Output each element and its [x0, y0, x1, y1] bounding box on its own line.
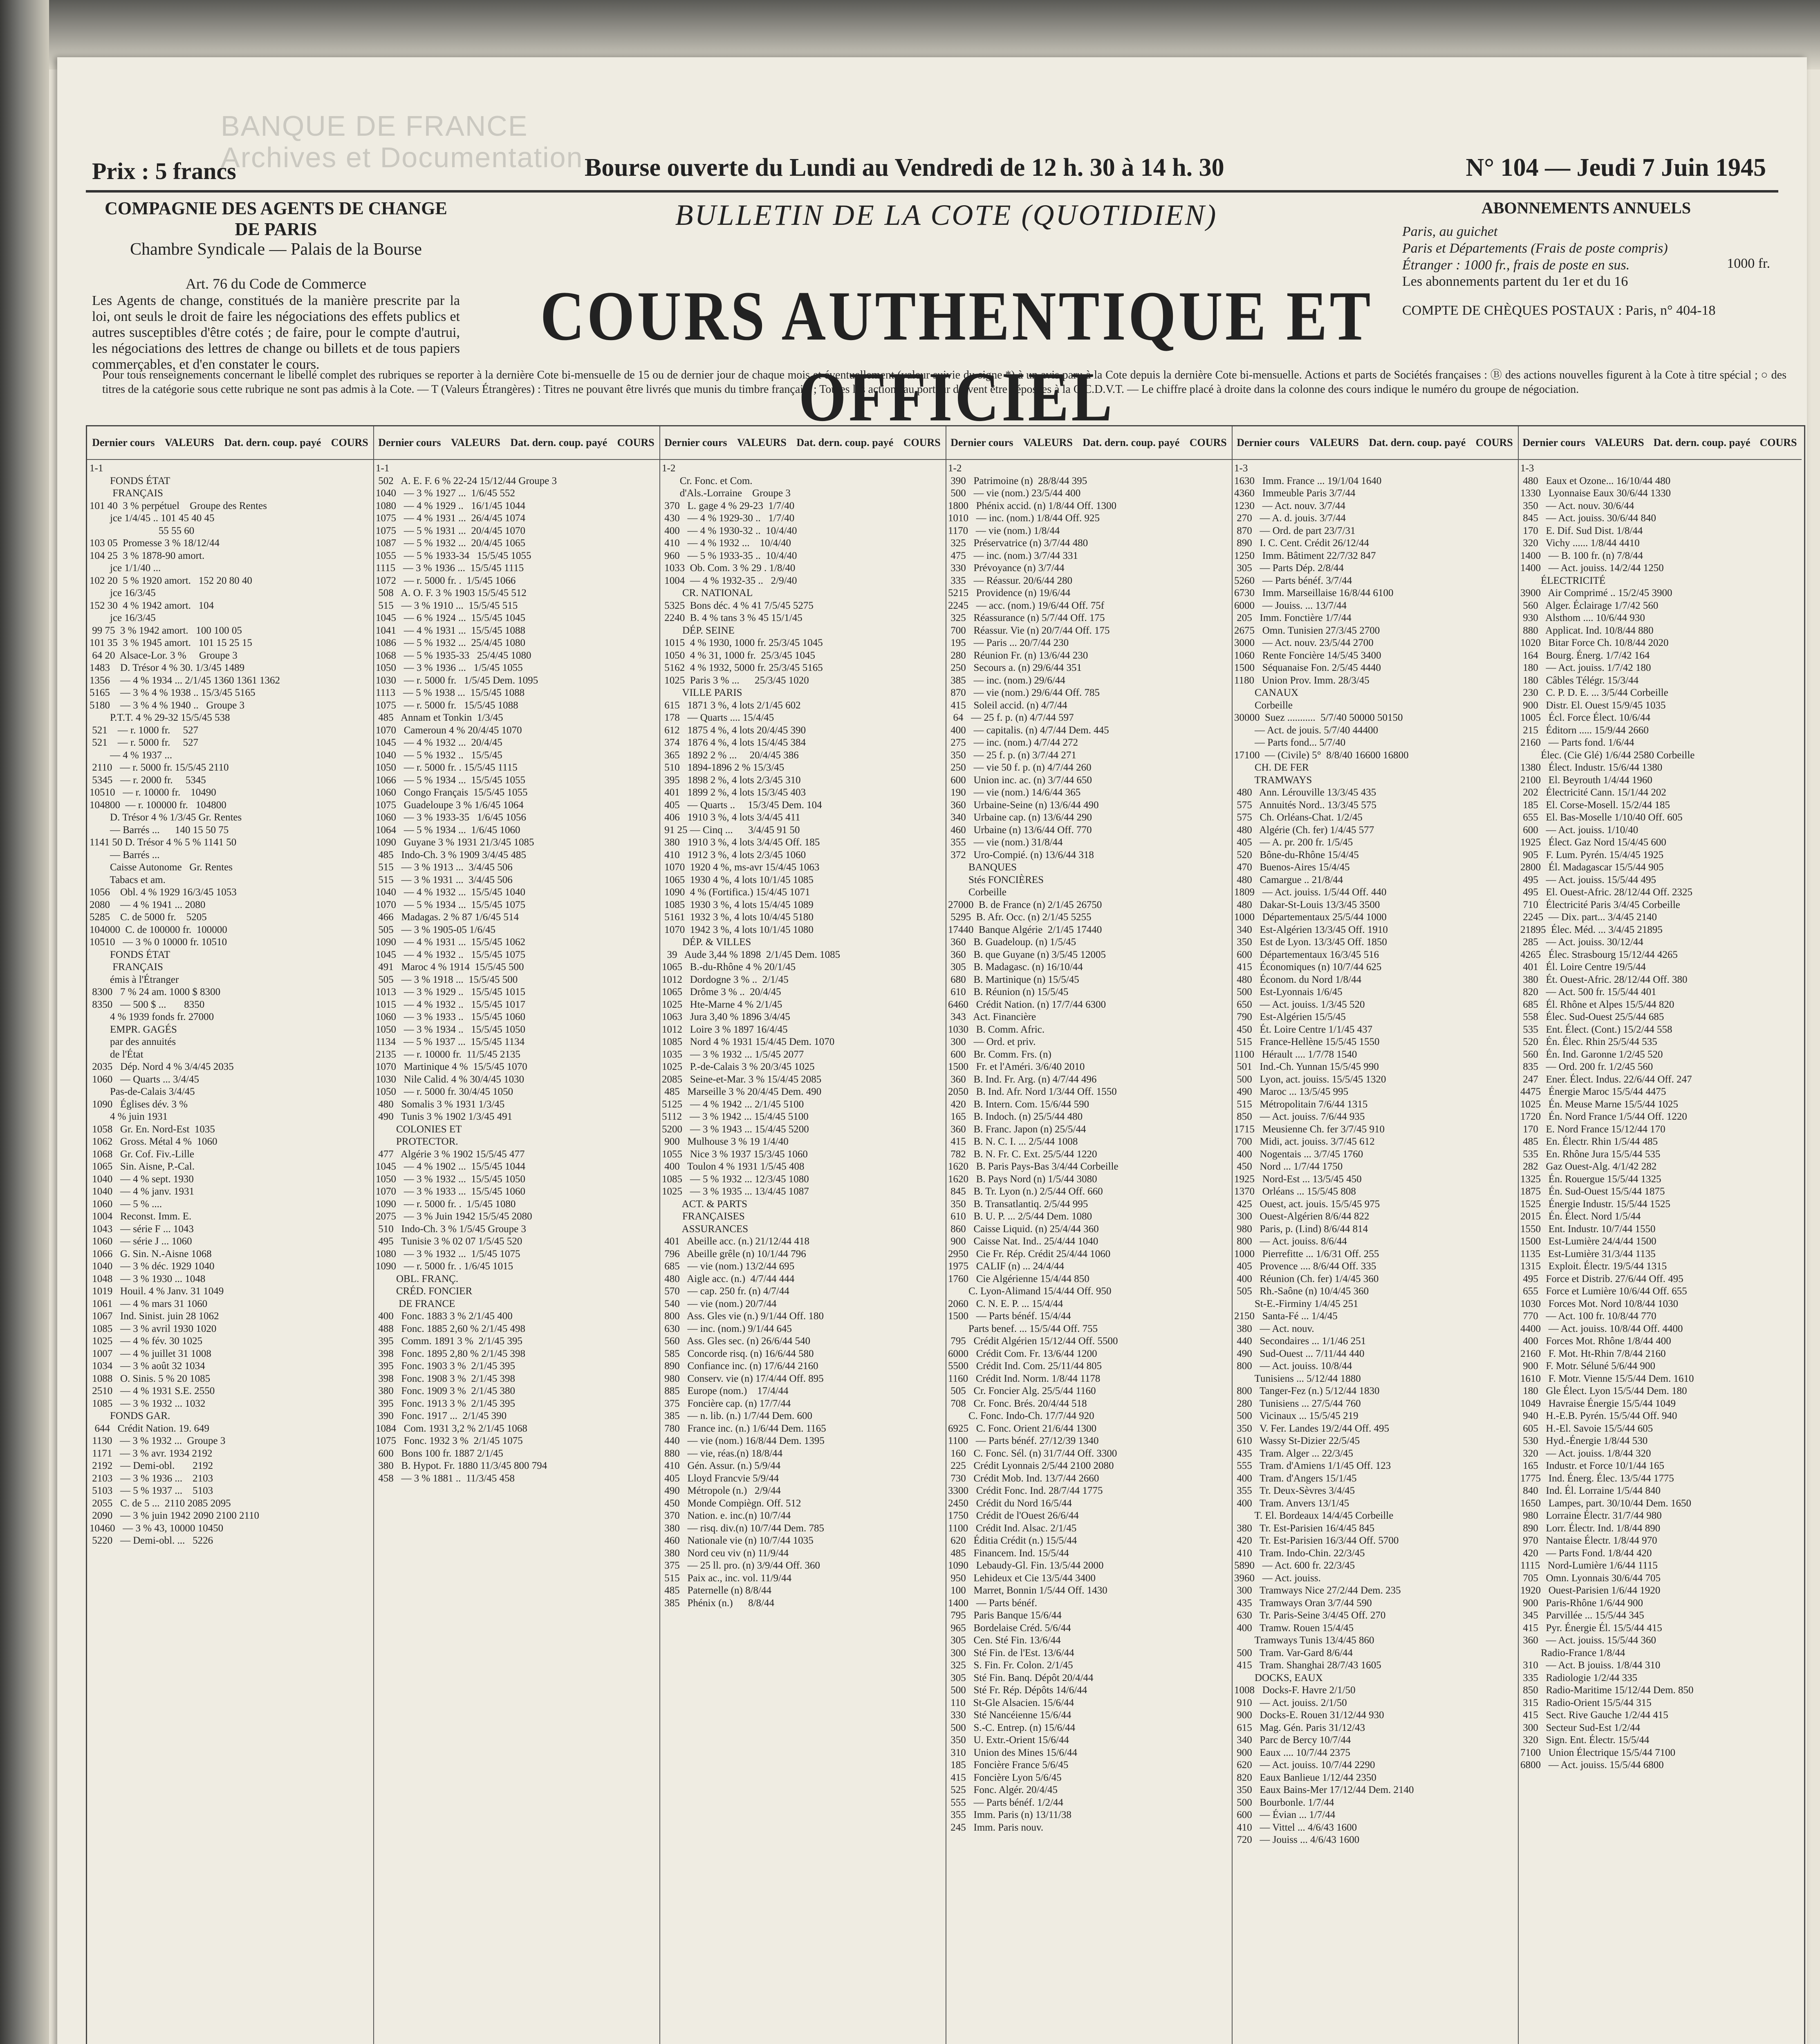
header-securities: VALEURS — [1309, 437, 1359, 448]
compagnie-block — [92, 198, 460, 372]
stamp-line-1: BANQUE DE FRANCE — [221, 110, 528, 142]
header-securities: VALEURS — [164, 437, 214, 448]
trading-hours: Bourse ouverte du Lundi au Vendredi de 12 h. 30 à 14 h. 30 — [585, 154, 1224, 182]
reading-notice: Pour tous renseignements concernant le libellé complet des rubriques se reporter à la dernière Cote bi-mensuelle de 15 ou de dernier jour de chaque mois et éventuellement (valeur suivie du signe *) à un avis paru à la Cote depuis la dernière Cote bi-mensuelle. Actions et parts de Sociétés françaises : Ⓑ des actions nouvelles figurent à la Cote à titre spécial ; ○ des titres de la catégorie sous cette rubrique ne sont pas admis à la Cote. — T (Valeurs Étrangères) : Titres ne pouvant être livrés que munis du timbre français. ; Toutes les actions au porteur doivent être déposées à la C.C.D.V.T. — Le chiffre placé à droite dans la colonne des cours indique le numéro du groupe de négociation. — [102, 369, 1786, 396]
quotes-column-4 — [946, 426, 1233, 2044]
column-header — [373, 426, 659, 460]
header-prices: COURS — [331, 437, 368, 448]
price-label: Prix : 5 francs — [92, 158, 236, 184]
newspaper-page — [57, 57, 1807, 2044]
issue-number-date: N° 104 — Jeudi 7 Juin 1945 — [1466, 154, 1766, 182]
header-coupon-date: Dat. dern. coup. payé — [796, 437, 894, 448]
header-prices: COURS — [1475, 437, 1513, 448]
header-prices: COURS — [617, 437, 654, 448]
header-prices: COURS — [903, 437, 941, 448]
subscription-line-1: Paris, au guichet — [1402, 224, 1498, 239]
compagnie-name: COMPAGNIE DES AGENTS DE CHANGE DE PARIS — [105, 198, 447, 239]
header-last-price: Dernier cours — [378, 437, 441, 448]
header-coupon-date: Dat. dern. coup. payé — [1083, 437, 1180, 448]
header-prices: COURS — [1189, 437, 1227, 448]
header-last-price: Dernier cours — [1237, 437, 1300, 448]
code-article-text: Les Agents de change, constitués de la manière prescrite par la loi, ont seuls le droit de faire les négociations des effets publics et autres susceptibles d'être cotés ; de faire, pour le compte d'autrui, les négociations des lettres de change ou billets et de tous papiers commerçables, et d'en constater le cours. — [92, 293, 460, 372]
column-entries: 1-2 Cr. Fonc. et Com. d'Als.-Lorraine Groupe 3 370 L. gage 4 % 29-23 1/7/40 430 — 4 % 1929-30 .. 1/7/40 400 — 4 % 1930-32 .. 10/4/40 410 — 4 % 1932 ... 10/4/40 960 — 5 % 1933-35 .. 10/4/40 1033 Ob. Com. 3 % 29 . 1/8/40 1004 — 4 % 1932-35 .. 2/9/40 CR. NATIONAL 5325 Bons déc. 4 % 41 7/5/45 5275 2240 B. 4 % tans 3 % 45 15/1/45 DÉP. SEINE 1015 4 % 1930, 1000 fr. 25/3/45 1045 1050 4 % 31, 1000 fr. 25/3/45 1045 5162 4 % 1932, 5000 fr. 25/3/45 5165 1025 Paris 3 % ... 25/3/45 1020 VILLE PARIS 615 1871 3 %, 4 lots 2/1/45 602 178 — Quarts .... 15/4/45 612 1875 4 %, 4 lots 20/4/45 390 374 1876 4 %, 4 lots 15/4/45 384 365 1892 2 % ... 20/4/45 386 510 1894-1896 2 % 15/3/45 395 1898 2 %, 4 lots 2/3/45 310 401 1899 2 %, 4 lots 15/3/45 403 405 — Quarts .. 15/3/45 Dem. 104 406 1910 3 %, 4 lots 3/4/45 411 91 25 — Cinq ... 3/4/45 91 50 380 1910 3 %, 4 lots 3/4/45 Off. 185 410 1912 3 %, 4 lots 2/3/45 1060 1070 1920 4 %, ms-avr 15/4/45 1063 1065 1930 4 %, 4 lots 10/1/45 1085 1090 4 % (Fortifica.) 15/4/45 1071 1085 1930 3 %, 4 lots 15/4/45 1089 5161 1932 3 %, 4 lots 10/4/45 5180 1070 1942 3 %, 4 lots 10/1/45 1080 DÉP. & VILLES 39 Aude 3,44 % 1898 2/1/45 Dem. 1085 1065 B.-du-Rhône 4 % 20/1/45 1012 Dordogne 3 % .. 2/1/45 1065 Drôme 3 % .. 20/4/45 1025 Hte-Marne 4 % 2/1/45 1063 Jura 3,40 % 1896 3/4/45 1012 Loire 3 % 1897 16/4/45 1085 Nord 4 % 1931 15/4/45 Dem. 1070 1035 — 3 % 1932 ... 1/5/45 2077 1025 P.-de-Calais 3 % 20/3/45 1025 2085 Seine-et-Mar. 3 % 15/4/45 2085 485 Marseille 3 % 20/4/45 Dem. 490 5125 — 4 % 1942 ... 2/1/45 5100 5112 — 3 % 1942 ... 15/4/45 5100 5200 — 3 % 1943 ... 15/4/45 5200 900 Mulhouse 3 % 19 1/4/40 1055 Nice 3 % 1937 15/3/45 1060 400 Toulon 4 % 1931 1/5/45 408 1085 — 5 % 1932 ... 12/3/45 1080 1025 — 3 % 1935 ... 13/4/45 1087 ACT. & PARTS FRANÇAISES ASSURANCES 401 Abeille acc. (n.) 21/12/44 418 796 Abeille grêle (n) 10/1/44 796 685 — vie (nom.) 13/2/44 695 480 Aigle acc. (n.) 4/7/44 444 570 — cap. 250 fr. (n) 4/7/44 540 — vie (nom.) 20/7/44 800 Ass. Gles vie (n.) 9/1/44 Off. 180 630 — inc. (nom.) 9/1/44 645 560 Ass. Gles sec. (n) 26/6/44 540 585 Concorde risq. (n) 16/6/44 580 890 Confiance inc. (n) 17/6/44 2160 980 Conserv. vie (n) 17/4/44 Off. 895 885 Europe (nom.) 17/4/44 375 Foncière cap. (n) 17/7/44 385 — n. lib. (n.) 1/7/44 Dem. 600 780 France inc. (n.) 1/6/44 Dem. 1165 440 — vie (nom.) 16/8/44 Dem. 1395 880 — vie, réas.(n) 18/8/44 410 Gén. Assur. (n.) 5/9/44 405 Lloyd Francvie 5/9/44 490 Métropole (n.) 2/9/44 450 Monde Compiègn. Off. 512 370 Nation. e. inc.(n) 10/7/44 380 — risq. div.(n) 10/7/44 Dem. 785 460 Nationale vie (n) 10/7/44 1035 380 Nord ceu viv (n) 11/9/44 375 — 25 ll. pro. (n) 3/9/44 Off. 360 515 Paix ac., inc. vol. 11/9/44 485 Paternelle (n) 8/8/44 385 Phénix (n.) 8/8/44 — [662, 463, 841, 1609]
header-last-price: Dernier cours — [950, 437, 1013, 448]
column-entries: 1-1 502 A. E. F. 6 % 22-24 15/12/44 Groupe 3 1040 — 3 % 1927 ... 1/6/45 552 1080 — 4 % 1929 .. 16/1/45 1044 1075 — 4 % 1931 ... 26/4/45 1074 1075 — 5 % 1931 ... 20/4/45 1070 1087 — 5 % 1932 ... 20/4/45 1065 1055 — 5 % 1933-34 15/5/45 1055 1115 — 3 % 1936 ... 15/5/45 1115 1072 — r. 5000 fr. . 1/5/45 1066 508 A. O. F. 3 % 1903 15/5/45 512 515 — 3 % 1910 ... 15/5/45 515 1045 — 6 % 1924 ... 15/5/45 1045 1041 — 4 % 1931 ... 15/5/45 1088 1086 — 5 % 1932 ... 25/4/45 1080 1068 — 5 % 1935-33 25/4/45 1080 1050 — 3 % 1936 ... 1/5/45 1055 1030 — r. 5000 fr. 1/5/45 Dem. 1095 1113 — 5 % 1938 ... 15/5/45 1088 1075 — r. 5000 fr. 15/5/45 1088 485 Annam et Tonkin 1/3/45 1070 Cameroun 4 % 20/4/45 1070 1045 — 4 % 1932 ... 20/4/45 1040 — 5 % 1932 .. 15/5/45 1050 — r. 5000 fr. . 15/5/45 1115 1066 — 5 % 1934 ... 15/5/45 1055 1060 Congo Français 15/5/45 1055 1075 Guadeloupe 3 % 1/6/45 1064 1060 — 3 % 1933-35 1/6/45 1056 1064 — 5 % 1934 ... 1/6/45 1060 1090 Guyane 3 % 1931 21/3/45 1085 485 Indo-Ch. 3 % 1909 3/4/45 485 515 — 3 % 1913 ... 3/4/45 506 515 — 3 % 1931 ... 3/4/45 506 1040 — 4 % 1932 ... 15/5/45 1040 1070 — 5 % 1934 ... 15/5/45 1075 466 Madagas. 2 % 87 1/6/45 514 505 — 3 % 1905-05 1/6/45 1090 — 4 % 1931 ... 15/5/45 1062 1045 — 4 % 1932 .. 15/5/45 1075 491 Maroc 4 % 1914 15/5/45 500 505 — 3 % 1918 ... 15/5/45 500 1013 — 3 % 1929 .. 15/5/45 1015 1015 — 4 % 1932 .. 15/5/45 1017 1060 — 3 % 1933 .. 15/5/45 1060 1050 — 3 % 1934 .. 15/5/45 1050 1134 — 5 % 1937 ... 15/5/45 1134 2135 — r. 10000 fr. 11/5/45 2135 1070 Martinique 4 % 15/5/45 1070 1030 Nile Calid. 4 % 30/4/45 1030 1050 — r. 5000 fr. 30/4/45 1050 480 Somalis 3 % 1931 1/3/45 490 Tunis 3 % 1902 1/3/45 491 COLONIES ET PROTECTOR. 477 Algérie 3 % 1902 15/5/45 477 1045 — 4 % 1902 ... 15/5/45 1044 1050 — 3 % 1932 ... 15/5/45 1050 1070 — 3 % 1933 ... 15/5/45 1060 1090 — r. 5000 fr. . 1/5/45 1080 2075 — 3 % Juin 1942 15/5/45 2080 510 Indo-Ch. 3 % 1/5/45 Groupe 3 495 Tunisie 3 % 02 07 1/5/45 520 1080 — 3 % 1932 ... 1/5/45 1075 1090 — r. 5000 fr. . 1/6/45 1015 OBL. FRANÇ. CRÉD. FONCIER DE FRANCE 400 Fonc. 1883 3 % 2/1/45 400 488 Fonc. 1885 2,60 % 2/1/45 498 395 Comm. 1891 3 % 2/1/45 395 398 Fonc. 1895 2,80 % 2/1/45 398 395 Fonc. 1903 3 % 2/1/45 395 398 Fonc. 1908 3 % 2/1/45 398 380 Fonc. 1909 3 % 2/1/45 380 395 Fonc. 1913 3 % 2/1/45 395 390 Fonc. 1917 ... 2/1/45 390 1084 Com. 1931 3,2 % 2/1/45 1068 1075 Fonc. 1932 3 % 2/1/45 1075 600 Bons 100 fr. 1887 2/1/45 380 B. Hypot. Fr. 1880 11/3/45 800 794 458 — 3 % 1881 .. 11/3/45 458 — [376, 463, 557, 1484]
header-securities: VALEURS — [1594, 437, 1644, 448]
quotes-column-1 — [87, 426, 374, 2044]
quotes-column-6 — [1518, 426, 1802, 2044]
subscriptions-heading: ABONNEMENTS ANNUELS — [1481, 199, 1691, 217]
column-header — [1518, 426, 1802, 460]
code-article: Art. 76 du Code de Commerce — [186, 276, 366, 292]
subscriptions-block — [1402, 198, 1770, 319]
header-prices: COURS — [1759, 437, 1797, 448]
header-last-price: Dernier cours — [1522, 437, 1585, 448]
column-header — [659, 426, 946, 460]
quotes-column-2 — [373, 426, 660, 2044]
page-title: COURS AUTHENTIQUE ET OFFICIEL — [540, 277, 1373, 436]
quotes-column-5 — [1232, 426, 1519, 2044]
column-header — [87, 426, 373, 460]
masthead-topline — [57, 153, 1807, 190]
header-last-price: Dernier cours — [664, 437, 727, 448]
masthead-rule — [86, 190, 1778, 193]
column-header — [1232, 426, 1518, 460]
column-entries: 1-1 FONDS ÉTAT FRANÇAIS 101 40 3 % perpétuel Groupe des Rentes jce 1/4/45 .. 101 45 40 45 55 55 60 103 05 Promesse 3 % 18/12/44 104 25 3 % 1878-90 amort. jce 1/1/40 ... 102 20 5 % 1920 amort. 152 20 80 40 jce 16/3/45 152 30 4 % 1942 amort. 104 jce 16/3/45 99 75 3 % 1942 amort. 100 100 05 101 35 3 % 1945 amort. 101 15 25 15 64 20 Alsace-Lor. 3 % Groupe 3 1483 D. Trésor 4 % 30. 1/3/45 1489 1356 — 4 % 1934 ... 2/1/45 1360 1361 1362 5165 — 3 % 4 % 1938 .. 15/3/45 5165 5180 — 3 % 4 % 1940 .. Groupe 3 P.T.T. 4 % 29-32 15/5/45 538 521 — r. 1000 fr. 527 521 — r. 5000 fr. 527 — 4 % 1937 ... 2110 — r. 5000 fr. 15/5/45 2110 5345 — r. 2000 fr. 5345 10510 — r. 10000 fr. 10490 104800 — r. 100000 fr. 104800 D. Trésor 4 % 1/3/45 Gr. Rentes — Barrés ... 140 15 50 75 1141 50 D. Trésor 4 % 5 % 1141 50 — Barrés ... Caisse Autonome Gr. Rentes Tabacs et am. 1056 Obl. 4 % 1929 16/3/45 1053 2080 — 4 % 1941 ... 2080 5285 C. de 5000 fr. 5205 104000 C. de 100000 fr. 100000 10510 — 3 % 0 10000 fr. 10510 FONDS ÉTAT FRANÇAIS émis à l'Étranger 8300 7 % 24 am. 1000 $ 8300 8350 — 500 $ ... 8350 4 % 1939 fonds fr. 27000 EMPR. GAGÉS par des annuités de l'État 2035 Dép. Nord 4 % 3/4/45 2035 1060 — Quarts ... 3/4/45 Pas-de-Calais 3/4/45 1090 Églises dév. 3 % 4 % juin 1931 1058 Gr. En. Nord-Est 1035 1062 Gross. Métal 4 % 1060 1068 Gr. Cof. Fiv.-Lille 1065 Sin. Aisne, P.-Cal. 1040 — 4 % sept. 1930 1040 — 4 % janv. 1931 1060 — 5 % .... 1004 Reconst. Imm. E. 1043 — série F ... 1043 1060 — série J ... 1060 1066 G. Sin. N.-Aisne 1068 1040 — 3 % déc. 1929 1040 1048 — 3 % 1930 ... 1048 1019 Houil. 4 % Janv. 31 1049 1061 — 4 % mars 31 1060 1067 Ind. Sinist. juin 28 1062 1085 — 3 % avril 1930 1020 1025 — 4 % fév. 30 1025 1007 — 4 % juillet 31 1008 1034 — 3 % août 32 1034 1088 O. Sinis. 5 % 20 1085 2510 — 4 % 1931 S.E. 2550 1085 — 3 % 1932 ... 1032 FONDS GAR. 644 Crédit Nation. 19. 649 1130 — 3 % 1932 ... Groupe 3 1171 — 3 % avr. 1934 2192 2192 — Demi-obl. 2192 2103 — 3 % 1936 ... 2103 5103 — 5 % 1937 ... 5103 2055 C. de 5 ... 2110 2085 2095 2090 — 3 % juin 1942 2090 2100 2110 10460 — 3 % 43, 10000 10450 5220 — Demi-obl. ... 5226 — [90, 463, 280, 1546]
scan-binding-gutter — [0, 0, 49, 2044]
column-entries: 1-3 480 Eaux et Ozone... 16/10/44 480 1330 Lyonnaise Eaux 30/6/44 1330 350 — Act. nouv. 30/6/44 845 — Act. jouiss. 30/6/44 840 170 E. Dif. Sud Dist. 1/8/44 320 Vichy ...... 1/8/44 4410 1400 — B. 100 fr. (n) 7/8/44 1400 — Act. jouiss. 14/2/44 1250 ÉLECTRICITÉ 3900 Air Comprimé .. 15/2/45 3900 560 Alger. Éclairage 1/7/42 560 930 Alsthom .... 10/6/44 930 880 Applicat. Ind. 10/8/44 880 1020 Bitar Force Ch. 10/8/44 2020 164 Bourg. Énerg. 1/7/42 164 180 — Act. jouiss. 1/7/42 180 180 Câbles Télégr. 15/3/44 230 C. P. D. E. ... 3/5/44 Corbeille 900 Distr. El. Ouest 15/9/45 1035 1005 Écl. Force Élect. 10/6/44 215 Éditorn ..... 15/9/44 2660 2160 — Parts fond. 1/6/44 Élec. (Cie Glé) 1/6/44 2580 Corbeille 1380 Élect. Industr. 15/6/44 1380 2100 El. Beyrouth 1/4/44 1960 202 Électricité Cann. 15/1/44 202 185 El. Corse-Mosell. 15/2/44 185 655 El. Bas-Moselle 1/10/40 Off. 605 600 — Act. jouiss. 1/10/40 1925 Élect. Gaz Nord 15/4/45 600 905 F. Lum. Pyrén. 15/4/45 1925 2800 Él. Madagascar 15/5/44 905 495 — Act. jouiss. 15/5/44 495 495 El. Ouest-Afric. 28/12/44 Off. 2325 710 Électricité Paris 3/4/45 Corbeille 2245 — Dix. part... 3/4/45 2140 21895 Élec. Méd. ... 3/4/45 21895 285 — Act. jouiss. 30/12/44 4265 Élec. Strasbourg 15/12/44 4265 401 Él. Loire Centre 19/5/44 380 Ét. Ouest-Afric. 28/12/44 Off. 380 820 — Act. 500 fr. 15/5/44 401 685 Él. Rhône et Alpes 15/5/44 820 558 Élec. Sud-Ouest 25/5/44 685 535 Ent. Élect. (Cont.) 15/2/44 558 520 Én. Élec. Rhin 25/5/44 535 560 Én. Ind. Garonne 1/2/45 520 835 — Ord. 200 fr. 1/2/45 560 247 Ener. Élect. Indus. 22/6/44 Off. 247 4475 Énergie Maroc 15/5/44 4475 1025 Én. Meuse Marne 15/5/44 1025 1720 Én. Nord France 1/5/44 Off. 1220 170 E. Nord France 15/12/44 170 485 En. Électr. Rhin 1/5/44 485 535 En. Rhône Jura 15/5/44 535 282 Gaz Ouest-Alg. 4/1/42 282 1325 Én. Rouergue 15/5/44 1325 1875 Én. Sud-Ouest 15/5/44 1875 1525 Énergie Industr. 15/5/44 1525 2015 Én. Élect. Nord 1/5/44 1550 Ent. Industr. 10/7/44 1550 1500 Est-Lumière 24/4/44 1500 1135 Est-Lumière 31/3/44 1135 1315 Exploit. Électr. 19/5/44 1315 495 Force et Distrib. 27/6/44 Off. 495 655 Force et Lumière 10/6/44 Off. 655 1030 Forces Mot. Nord 10/8/44 1030 770 — Act. 100 fr. 10/8/44 770 4400 — Act. jouiss. 10/8/44 Off. 4400 400 Forces Mot. Rhône 1/8/44 400 2160 F. Mot. Ht-Rhin 7/8/44 2160 900 F. Motr. Séluné 5/6/44 900 1610 F. Motr. Vienne 15/5/44 Dem. 1610 180 Gle Élect. Lyon 15/5/44 Dem. 180 1049 Havraise Énergie 15/5/44 1049 940 H.-E.B. Pyrén. 15/5/44 Off. 940 605 H.-El. Savoie 15/5/44 605 530 Hyd.-Énergie 1/8/44 530 320 — Act. jouiss. 1/8/44 320 165 Industr. et Force 10/1/44 165 1775 Ind. Énerg. Élec. 13/5/44 1775 840 Ind. Él. Lorraine 1/5/44 840 1650 Lampes, part. 30/10/44 Dem. 1650 980 Lorraine Électr. 31/7/44 980 890 Lorr. Électr. Ind. 1/8/44 890 970 Nantaise Électr. 1/8/44 970 420 — Parts Fond. 1/8/44 420 1115 Nord-Lumière 1/6/44 1115 705 Omn. Lyonnais 30/6/44 705 1920 Ouest-Parisien 1/6/44 1920 900 Paris-Rhône 1/6/44 900 345 Parvillée ... 15/5/44 345 415 Pyr. Énergie Él. 15/5/44 415 360 — Act. jouiss. 15/5/44 360 Radio-France 1/8/44 310 — Act. B jouiss. 1/8/44 310 335 Radiologie 1/2/44 335 850 Radio-Maritime 15/12/44 Dem. 850 315 Radio-Orient 15/5/44 315 415 Sect. Rive Gauche 1/2/44 415 300 Secteur Sud-Est 1/2/44 320 Sign. Ent. Électr. 15/5/44 7100 Union Électrique 15/5/44 7100 6800 — Act. jouiss. 15/5/44 6800 — [1520, 463, 1695, 1771]
subscription-line-2: Paris et Départements (Frais de poste compris) — [1402, 240, 1668, 256]
column-entries: 1-2 390 Patrimoine (n) 28/8/44 395 500 — vie (nom.) 23/5/44 400 1800 Phénix accid. (n) 1/8/44 Off. 1300 1010 — inc. (nom.) 1/8/44 Off. 925 1170 — vie (nom.) 1/8/44 325 Préservatrice (n) 3/7/44 480 475 — inc. (nom.) 3/7/44 331 330 Prévoyance (n) 3/7/44 335 — Réassur. 20/6/44 280 5215 Providence (n) 19/6/44 2245 — acc. (nom.) 19/6/44 Off. 75f 325 Réassurance (n) 5/7/44 Off. 175 700 Réassur. Vie (n) 20/7/44 Off. 175 195 — Paris ... 20/7/44 230 280 Réunion Fr. (n) 13/6/44 230 250 Secours a. (n) 29/6/44 351 385 — inc. (nom.) 29/6/44 870 — vie (nom.) 29/6/44 Off. 785 415 Soleil accid. (n) 4/7/44 64 — 25 f. p. (n) 4/7/44 597 400 — capitalis. (n) 4/7/44 Dem. 445 275 — inc. (nom.) 4/7/44 272 350 — 25 f. p. (n) 3/7/44 271 250 — vie 50 f. p. (n) 4/7/44 260 600 Union inc. ac. (n) 3/7/44 650 190 — vie (nom.) 14/6/44 365 360 Urbaine-Seine (n) 13/6/44 490 340 Urbaine cap. (n) 13/6/44 290 460 Urbaine (n) 13/6/44 Off. 770 355 — vie (nom.) 31/8/44 372 Uro-Compié. (n) 13/6/44 318 BANQUES Stés FONCIÈRES Corbeille 27000 B. de France (n) 2/1/45 26750 5295 B. Afr. Occ. (n) 2/1/45 5255 17440 Banque Algérie 2/1/45 17440 360 B. Guadeloup. (n) 1/5/45 360 B. que Guyane (n) 3/5/45 12005 305 B. Madagasc. (n) 16/10/44 680 B. Martinique (n) 15/5/45 610 B. Réunion (n) 15/5/45 6460 Crédit Nation. (n) 17/7/44 6300 343 Act. Financière 1030 B. Comm. Afric. 300 — Ord. et priv. 600 Br. Comm. Frs. (n) 1500 Fr. et l'Améri. 3/6/40 2010 360 B. Ind. Fr. Arg. (n) 4/7/44 496 2050 B. Ind. Afr. Nord 1/3/44 Off. 1550 420 B. Intern. Com. 15/6/44 590 165 B. Indoch. (n) 25/5/44 480 360 B. Franc. Japon (n) 25/5/44 415 B. N. C. I. ... 2/5/44 1008 782 B. N. Fr. C. Ext. 25/5/44 1220 1620 B. Paris Pays-Bas 3/4/44 Corbeille 1620 B. Pays Nord (n) 1/5/44 3080 845 B. Tr. Lyon (n.) 2/5/44 Off. 660 350 B. Transatlantiq. 2/5/44 995 610 B. U. P. ... 2/5/44 Dem. 1080 860 Caisse Liquid. (n) 25/4/44 360 900 Caisse Nat. Ind.. 25/4/44 1040 2950 Cie Fr. Rép. Crédit 25/4/44 1060 1975 CALIF (n) ... 24/4/44 1760 Cie Algérienne 15/4/44 850 C. Lyon-Alimand 15/4/44 Off. 950 2060 C. N. E. P. ... 15/4/44 1500 — Parts bénéf. 15/4/44 Parts benef. ... 15/5/44 Off. 755 795 Crédit Algérien 15/12/44 Off. 5500 6000 Crédit Com. Fr. 13/6/44 1200 5500 Crédit Ind. Com. 25/11/44 805 1160 Crédit Ind. Norm. 1/8/44 1178 505 Cr. Foncier Alg. 25/5/44 1160 708 Cr. Fonc. Brés. 20/4/44 518 C. Fonc. Indo-Ch. 17/7/44 920 6925 C. Fonc. Orient 21/6/44 1300 1100 — Parts bénéf. 27/12/39 1340 160 C. Fonc. Sél. (n) 31/7/44 Off. 3300 225 Crédit Lyonnais 2/5/44 2100 2080 730 Crédit Mob. Ind. 13/7/44 2660 3300 Crédit Fonc. Ind. 28/7/44 1775 2450 Crédit du Nord 16/5/44 1750 Crédit de l'Ouest 26/6/44 1100 Crédit Ind. Alsac. 2/1/45 620 Éditia Crédit (n.) 15/5/44 485 Financem. Ind. 15/5/44 1090 Lebaudy-Gl. Fin. 13/5/44 2000 950 Lehideux et Cie 13/5/44 3400 100 Marret, Bonnin 1/5/44 Off. 1430 1400 — Parts bénéf. 795 Paris Banque 15/6/44 965 Bordelaise Créd. 5/6/44 305 Cen. Sté Fin. 13/6/44 300 Sté Fin. de l'Est. 13/6/44 325 S. Fin. Fr. Colon. 2/1/45 305 Sté Fin. Banq. Dépôt 20/4/44 500 Sté Fr. Rép. Dépôts 14/6/44 110 St-Gle Alsacien. 15/6/44 330 Sté Nancéienne 15/6/44 500 S.-C. Entrep. (n) 15/6/44 350 U. Extr.-Orient 15/6/44 310 Union des Mines 15/6/44 185 Foncière France 5/6/45 415 Foncière Lyon 5/6/45 525 Fonc. Algér. 20/4/45 555 — Parts bénéf. 1/2/44 355 Imm. Paris (n) 13/11/38 245 Imm. Paris nouv. — [948, 463, 1118, 1833]
column-entries: 1-3 1630 Imm. France ... 19/1/04 1640 4360 Immeuble Paris 3/7/44 1230 — Act. nouv. 3/7/44 270 — A. d. jouis. 3/7/44 870 — Ord. de part 23/7/31 890 I. C. Cent. Crédit 26/12/44 1250 Imm. Bâtiment 22/7/32 847 305 — Parts Dép. 2/8/44 5260 — Parts bénéf. 3/7/44 6730 Imm. Marseillaise 16/8/44 6100 6000 — Jouiss. ... 13/7/44 205 Imm. Fonctière 1/7/44 2675 Omn. Tunisien 27/3/45 2700 3000 — Act. nouv. 23/5/44 2700 1060 Rente Foncière 14/5/45 3400 1500 Séquanaise Fon. 2/5/45 4440 1180 Union Prov. Imm. 28/3/45 CANAUX Corbeille 30000 Suez ........... 5/7/40 50000 50150 — Act. de jouis. 5/7/40 44400 — Parts fond... 5/7/40 17100 — (Civile) 5° 8/8/40 16600 16800 CH. DE FER TRAMWAYS 480 Ann. Lérouville 13/3/45 435 575 Annuités Nord.. 13/3/45 575 575 Ch. Orléans-Chat. 1/2/45 480 Algérie (Ch. fer) 1/4/45 577 405 — A. pr. 200 fr. 1/5/45 520 Bône-du-Rhône 15/4/45 470 Buenos-Aires 15/4/45 480 Camargue .. 21/8/44 1809 — Act. jouiss. 1/5/44 Off. 440 480 Dakar-St-Louis 13/3/45 3500 1000 Départementaux 25/5/44 1000 340 Est-Algérien 13/3/45 Off. 1910 350 Est de Lyon. 13/3/45 Off. 1850 600 Départementaux 16/3/45 516 415 Économiques (n) 10/7/44 625 480 Économ. du Nord 1/8/44 500 Est-Lyonnais 1/6/45 650 — Act. jouiss. 1/3/45 520 790 Est-Algérien 15/5/45 450 Ét. Loire Centre 1/1/45 437 515 France-Hellène 15/5/45 1550 1100 Hérault .... 1/7/78 1540 501 Ind.-Ch. Yunnan 15/5/45 990 500 Lyon, act. jouiss. 15/5/45 1320 490 Maroc ... 13/5/45 995 515 Métropolitain 7/6/44 1315 850 — Act. jouiss. 7/6/44 935 1715 Meusienne Ch. fer 3/7/45 910 700 Midi, act. jouiss. 3/7/45 612 400 Nogentais ... 3/7/45 1760 450 Nord ... 1/7/44 1750 1925 Nord-Est ... 13/5/45 450 1370 Orléans ... 15/5/45 808 425 Ouest, act. jouis. 15/5/45 975 300 Ouest-Algérien 8/6/44 822 980 Paris, p. (I.ind) 8/6/44 814 800 — Act. jouiss. 8/6/44 1000 Pierrefitte ... 1/6/31 Off. 255 405 Provence .... 8/6/44 Off. 335 400 Réunion (Ch. fer) 1/4/45 360 505 Rh.-Saône (n) 10/4/45 360 St-E.-Firminy 1/4/45 251 2150 Santa-Fé ... 1/4/45 380 — Act. nouv. 440 Secondaires ... 1/1/46 251 490 Sud-Ouest ... 7/11/44 440 800 — Act. jouiss. 10/8/44 Tunisiens ... 5/12/44 1880 800 Tanger-Fez (n.) 5/12/44 1830 280 Tunisiens ... 27/5/44 760 500 Vicinaux ... 15/5/45 219 350 V. Fer. Landes 19/2/44 Off. 495 610 Wassy St-Dizier 22/5/45 435 Tram. Alger ... 22/3/45 555 Tram. d'Amiens 1/1/45 Off. 123 400 Tram. d'Angers 15/1/45 355 Tr. Deux-Sèvres 3/4/45 400 Tram. Anvers 13/1/45 T. El. Bordeaux 14/4/45 Corbeille 380 Tr. Est-Parisien 16/4/45 845 420 Tr. Est-Parisien 16/3/44 Off. 5700 410 Tram. Indo-Chin. 22/3/45 5890 — Act. 600 fr. 22/3/45 3960 — Act. jouiss. 300 Tramways Nice 27/2/44 Dem. 235 435 Tramways Oran 3/7/44 590 630 Tr. Paris-Seine 3/4/45 Off. 270 400 Tramw. Rouen 15/4/45 Tramways Tunis 13/4/45 860 500 Tram. Var-Gard 8/6/44 415 Tram. Shanghai 28/7/43 1605 DOCKS, EAUX 1008 Docks-F. Havre 2/1/50 910 — Act. jouiss. 2/1/50 900 Docks-E. Rouen 31/12/44 930 615 Mag. Gén. Paris 31/12/43 340 Parc de Bercy 10/7/44 900 Eaux .... 10/7/44 2375 620 — Act. jouiss. 10/7/44 2290 820 Eaux Banlieue 1/12/44 2350 350 Eaux Bains-Mer 17/12/44 Dem. 2140 500 Bourbonle. 1/7/44 600 — Évian ... 1/7/44 410 — Vittel ... 4/6/43 1600 720 — Jouiss ... 4/6/43 1600 — [1234, 463, 1414, 1845]
compagnie-sub: Chambre Syndicale — Palais de la Bourse — [130, 240, 422, 259]
subscription-price: 1000 fr. — [1727, 256, 1770, 271]
header-securities: VALEURS — [451, 437, 500, 448]
header-coupon-date: Dat. dern. coup. payé — [224, 437, 321, 448]
subscription-line-4: Les abonnements partent du 1er et du 16 — [1402, 274, 1628, 289]
bulletin-heading: BULLETIN DE LA COTE (QUOTIDIEN) — [675, 199, 1218, 231]
header-securities: VALEURS — [737, 437, 787, 448]
header-coupon-date: Dat. dern. coup. payé — [1369, 437, 1466, 448]
column-header — [946, 426, 1232, 460]
quotes-column-3 — [659, 426, 946, 2044]
header-last-price: Dernier cours — [92, 437, 155, 448]
header-securities: VALEURS — [1023, 437, 1073, 448]
postal-cheque-account: COMPTE DE CHÈQUES POSTAUX : Paris, n° 404-18 — [1402, 303, 1716, 318]
stamp-line-2: Archives et Documentation — [221, 141, 583, 173]
header-coupon-date: Dat. dern. coup. payé — [510, 437, 607, 448]
quotes-table — [86, 425, 1805, 2044]
subscription-line-3: Étranger : 1000 fr., frais de poste en sus. — [1402, 257, 1630, 273]
header-coupon-date: Dat. dern. coup. payé — [1653, 437, 1751, 448]
